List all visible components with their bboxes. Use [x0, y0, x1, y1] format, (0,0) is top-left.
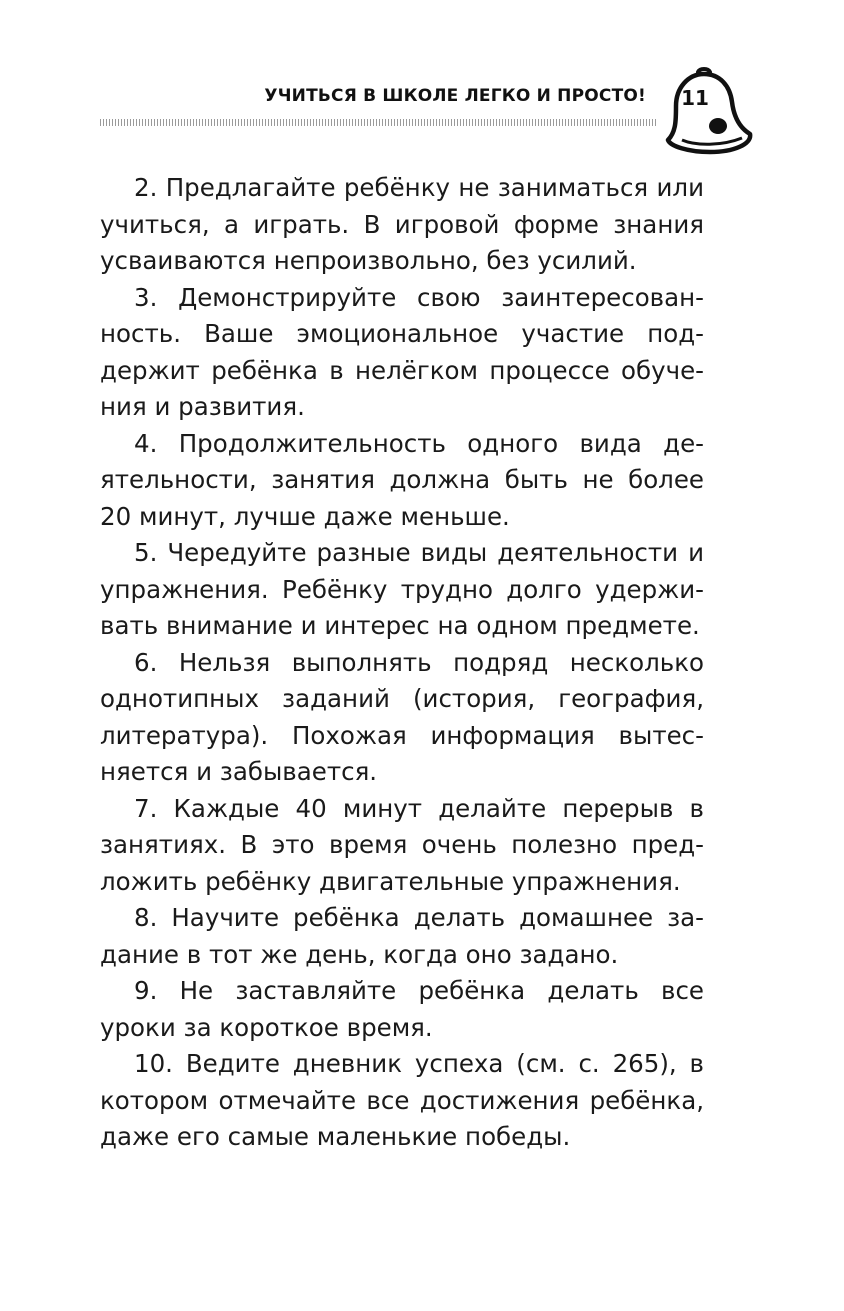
- rule-item: 4. Продолжительность одного вида деятельности, занятия должна быть не более 20 минут, лучше даже меньше.: [100, 428, 704, 531]
- page-number: 11: [681, 86, 709, 110]
- rule-item: 7. Каждые 40 минут делайте перерыв в занятиях. В это время очень полезно предложить ребёнку двигательные упражнения.: [100, 793, 704, 896]
- running-head-title: УЧИТЬСЯ В ШКОЛЕ ЛЕГКО И ПРОСТО!: [264, 86, 646, 106]
- header-dotted-rule: [100, 119, 656, 126]
- rule-item: 2. Предлагайте ребёнку не заниматься или учиться, а играть. В игровой форме знания усваиваются непроизвольно, без усилий.: [100, 173, 704, 275]
- rule-item: 6. Нельзя выполнять подряд несколько однотипных заданий (история, география, литература). Похожая информация вытесняется и забывается.: [100, 647, 704, 786]
- rule-item: 9. Не заставляйте ребёнка делать все уроки за короткое время.: [100, 976, 704, 1042]
- rule-item: 10. Ведите дневник успеха (см. с. 265), в котором отмечайте все достижения ребёнка, даже его самые маленькие победы.: [100, 1049, 704, 1151]
- rule-item: 3. Демонстрируйте свою заинтересованность. Ваше эмоциональное участие поддержит ребёнка в нелёгком процессе обучения и развития.: [100, 282, 704, 421]
- rule-item: 5. Чередуйте разные виды деятельности и упражнения. Ребёнку трудно долго удерживать внимание и интерес на одном предмете.: [100, 538, 704, 640]
- rules-list: [100, 170, 704, 1156]
- bell-icon: [662, 66, 754, 160]
- rule-item: 8. Научите ребёнка делать домашнее задание в тот же день, когда оно задано.: [100, 903, 704, 969]
